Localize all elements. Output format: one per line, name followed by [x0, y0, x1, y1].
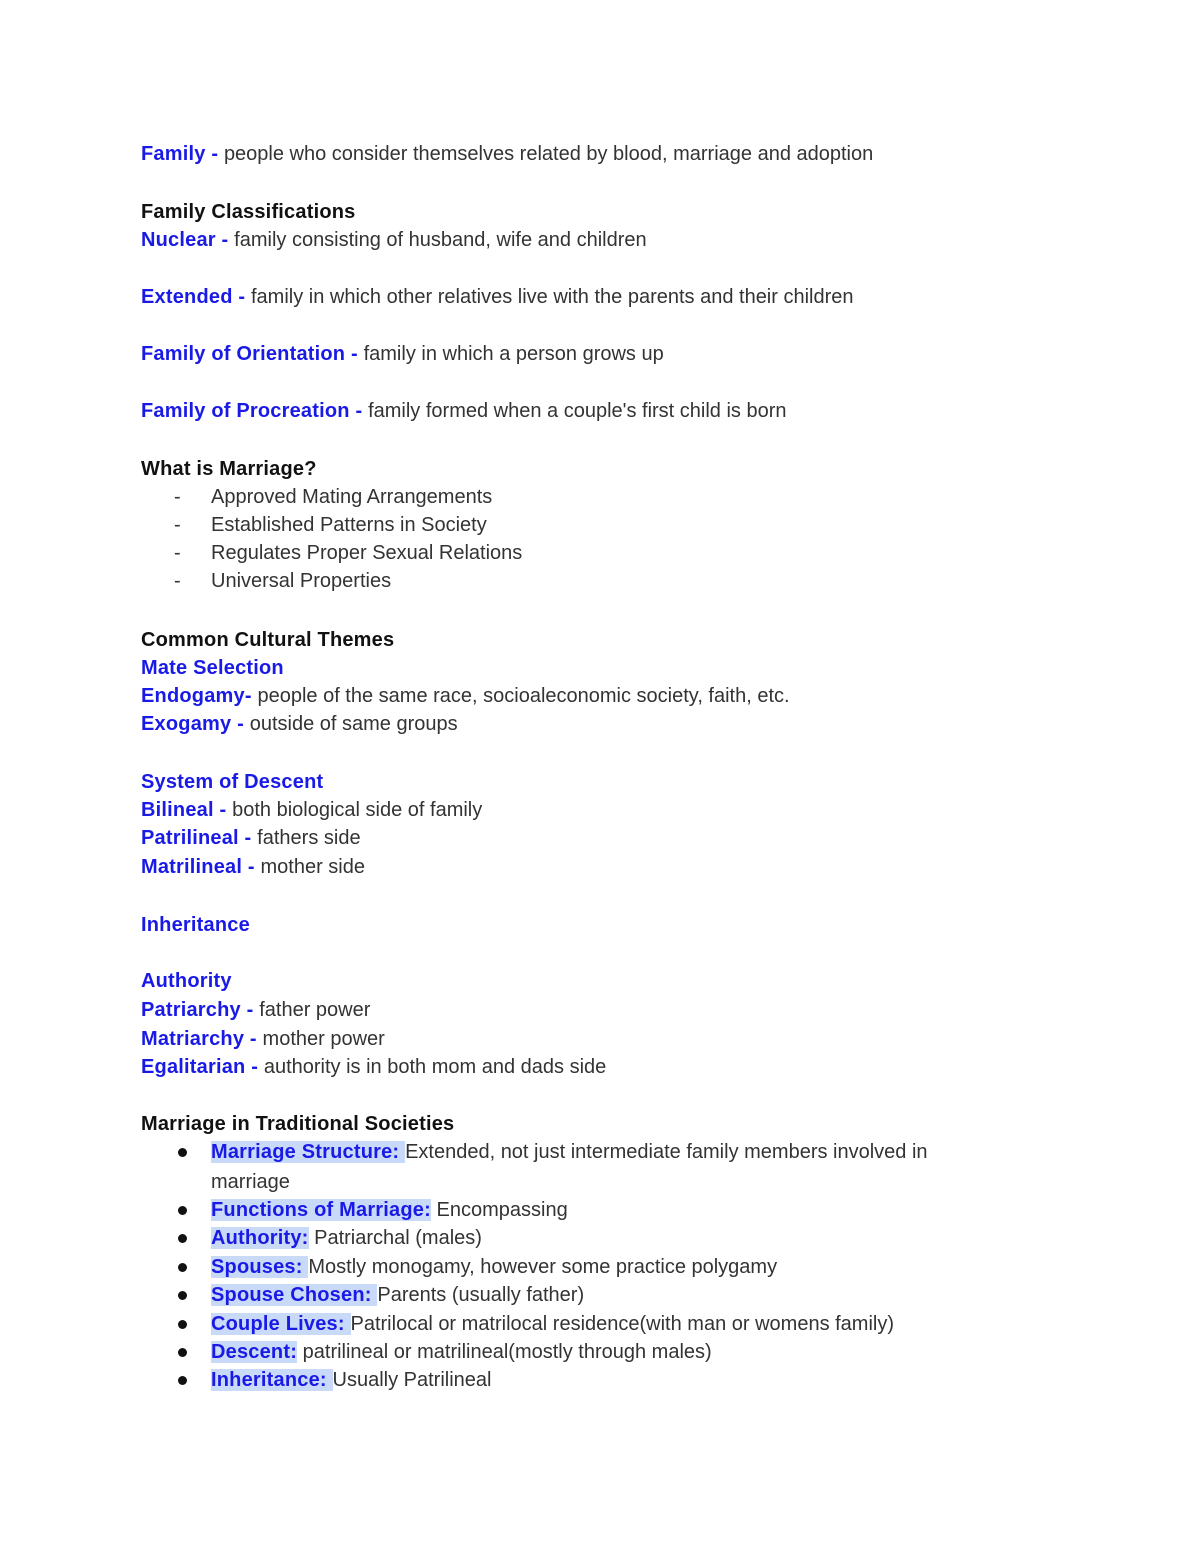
definition-patriarchy	[141, 996, 370, 1024]
definition-text: people who consider themselves related by blood, marriage and adoption	[223, 143, 874, 165]
definition-text: fathers side	[257, 827, 361, 849]
term: Nuclear -	[141, 229, 235, 251]
definition-text: authority is in both mom and dads side	[263, 1056, 607, 1078]
heading-what-is-marriage: What is Marriage?	[141, 458, 317, 480]
item-text: patrilineal or matrilineal(mostly through males)	[297, 1341, 712, 1363]
term: Family of Procreation -	[141, 400, 369, 422]
bullet-dot	[178, 1206, 187, 1215]
definition-orientation	[141, 340, 664, 368]
highlighted-label: Authority:	[211, 1227, 309, 1249]
dash-bullet: -	[174, 570, 181, 592]
definition-procreation	[141, 397, 787, 425]
definition-matrilineal	[141, 853, 365, 881]
highlighted-label: Spouse Chosen:	[211, 1284, 378, 1306]
term: Matrilineal -	[141, 856, 261, 878]
term: Egalitarian -	[141, 1056, 264, 1078]
definition-text: father power	[259, 999, 371, 1021]
list-item: Regulates Proper Sexual Relations	[211, 542, 523, 564]
item-text: Usually Patrilineal	[332, 1369, 492, 1391]
definition-text: family in which a person grows up	[363, 343, 664, 365]
subheading-system-of-descent: System of Descent	[141, 771, 324, 793]
list-item	[211, 1223, 1011, 1253]
list-item: Approved Mating Arrangements	[211, 486, 493, 508]
bullet-dot	[178, 1291, 187, 1300]
definition-bilineal	[141, 796, 482, 824]
term: Patriarchy -	[141, 999, 260, 1021]
definition-nuclear	[141, 226, 647, 254]
term: Extended -	[141, 286, 251, 308]
item-text: Encompassing	[430, 1199, 568, 1221]
definition-family	[141, 140, 873, 168]
definition-text: people of the same race, socioaleconomic society, faith, etc.	[257, 685, 790, 707]
heading-common-cultural-themes: Common Cultural Themes	[141, 629, 395, 651]
list-item	[211, 1365, 1011, 1395]
bullet-dot	[178, 1348, 187, 1357]
list-item	[211, 1195, 1011, 1225]
list-item	[211, 1137, 1011, 1197]
term: Family -	[141, 143, 224, 165]
term: Patrilineal -	[141, 827, 258, 849]
definition-text: both biological side of family	[232, 799, 483, 821]
term: Bilineal -	[141, 799, 233, 821]
highlighted-label: Couple Lives:	[211, 1313, 351, 1335]
bullet-dot	[178, 1263, 187, 1272]
item-text: Patrilocal or matrilocal residence(with man or womens family)	[350, 1313, 895, 1335]
dash-bullet: -	[174, 542, 181, 564]
list-item	[211, 1337, 1011, 1367]
heading-marriage-traditional-societies: Marriage in Traditional Societies	[141, 1113, 455, 1135]
highlighted-label: Functions of Marriage:	[211, 1199, 431, 1221]
highlighted-label: Spouses:	[211, 1256, 309, 1278]
highlighted-label: Marriage Structure:	[211, 1141, 406, 1163]
bullet-dot	[178, 1148, 187, 1157]
definition-text: mother side	[260, 856, 365, 878]
definition-text: family consisting of husband, wife and children	[234, 229, 647, 251]
definition-egalitarian	[141, 1053, 606, 1081]
term: Matriarchy -	[141, 1028, 263, 1050]
definition-text: outside of same groups	[249, 713, 458, 735]
item-text: Patriarchal (males)	[308, 1227, 482, 1249]
definition-exogamy	[141, 710, 458, 738]
definition-text: family in which other relatives live with the parents and their children	[251, 286, 854, 308]
subheading-mate-selection: Mate Selection	[141, 657, 284, 679]
heading-family-classifications: Family Classifications	[141, 201, 356, 223]
definition-extended	[141, 283, 854, 311]
list-item	[211, 1280, 1011, 1310]
dash-bullet: -	[174, 486, 181, 508]
item-text: Mostly monogamy, however some practice polygamy	[308, 1256, 778, 1278]
definition-endogamy	[141, 682, 790, 710]
highlighted-label: Descent:	[211, 1341, 298, 1363]
bullet-dot	[178, 1234, 187, 1243]
subheading-authority: Authority	[141, 970, 232, 992]
term: Exogamy -	[141, 713, 250, 735]
list-item	[211, 1309, 1011, 1339]
bullet-dot	[178, 1320, 187, 1329]
definition-text: family formed when a couple's first child is born	[368, 400, 787, 422]
item-text: Parents (usually father)	[377, 1284, 585, 1306]
definition-text: mother power	[262, 1028, 385, 1050]
definition-patrilineal	[141, 824, 361, 852]
definition-matriarchy	[141, 1025, 385, 1053]
list-item: Established Patterns in Society	[211, 514, 487, 536]
list-item: Universal Properties	[211, 570, 392, 592]
subheading-inheritance: Inheritance	[141, 914, 250, 936]
item-text: Extended, not just intermediate family members involved in marriage	[211, 1141, 928, 1193]
list-item	[211, 1252, 1011, 1282]
highlighted-label: Inheritance:	[211, 1369, 333, 1391]
dash-bullet: -	[174, 514, 181, 536]
term: Endogamy-	[141, 685, 258, 707]
term: Family of Orientation -	[141, 343, 364, 365]
bullet-dot	[178, 1376, 187, 1385]
